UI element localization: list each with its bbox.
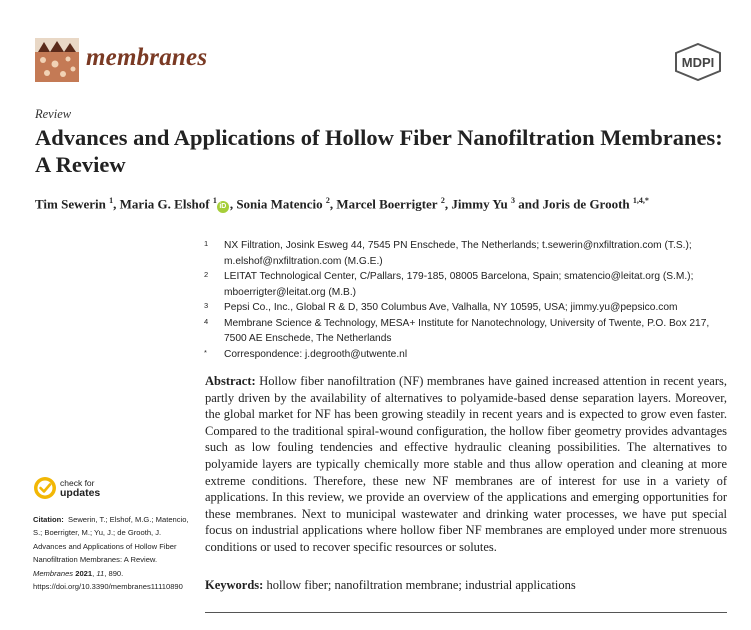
citation-label: Citation: <box>33 515 64 524</box>
abstract-text: Hollow fiber nanofiltration (NF) membranes have gained increased attention in recent years, partly driven by the availability of alternatives to polyamide-based dense separation layers. Moreover, the global market for NF has been growing steadily in recent years and is expected to grow even faster. Compared to the traditional spiral-wound configuration, the hollow fiber geometry provides advantages such as low fouling tendencies and effective hydraulic cleaning possibilities. The alternatives to polyamide layers are typically chemically more stable and thus allow operation and cleaning at more extreme conditions. Therefore, these new NF membranes are of interest for use in a variety of applications. In this review, we provide an overview of the applications and emerging opportunities for these membranes. Next to municipal wastewater and drinking water processes, we have put special focus on industrial applications where hollow fiber NF membranes are employed under more strenuous conditions or used to recover specific resources or solutes. <box>205 374 728 554</box>
affiliations <box>204 238 724 362</box>
check-updates-line2: updates <box>60 487 101 499</box>
section-divider <box>205 612 727 613</box>
citation-volume: 11 <box>96 568 105 578</box>
affiliation-item <box>204 269 724 300</box>
affiliation-text: LEITAT Technological Center, C/Pallars, 179-185, 08005 Barcelona, Spain; smatencio@leitat.org (S.M.); mboerrigter@leitat.org (M.B.) <box>224 271 694 298</box>
citation-journal: Membranes <box>33 568 74 578</box>
keywords <box>205 578 727 593</box>
affiliation-item <box>204 347 724 363</box>
paper-title: Advances and Applications of Hollow Fiber Nanofiltration Membranes: A Review <box>35 125 723 177</box>
author-affiliation-mark: 1 <box>212 196 217 205</box>
author-list: Tim Sewerin $^1$, Maria G. Elshof $^1$iD , Sonia Matencio $^2$, Marcel Boerrigter $^2$, Jimmy Yu $^3$ and Joris de Grooth $^{1,4,*}$ <box>35 196 649 212</box>
citation-text: Sewerin, T.; Elshof, M.G.; Matencio, S.; Boerrigter, M.; Yu, J.; de Grooth, J. Advances and Applications of Hollow Fiber Nanofiltration Membranes: A Review. <box>33 515 189 565</box>
keywords-text: hollow fiber; nanofiltration membrane; industrial applications <box>266 578 576 592</box>
article-type: Review <box>35 107 72 121</box>
check-updates-line1: check for <box>60 478 95 488</box>
affiliation-number: 3 <box>204 301 209 310</box>
affiliation-text: NX Filtration, Josink Esweg 44, 7545 PN Enschede, The Netherlands; t.sewerin@nxfiltration.com (T.S.); m.elshof@nxfiltration.com (M.G.E.) <box>224 240 692 267</box>
check-updates-label <box>60 478 100 498</box>
author-conjunction: and <box>518 196 540 212</box>
orcid-icon[interactable]: iD <box>217 201 229 213</box>
affiliation-item <box>204 238 724 269</box>
membranes-logo <box>35 38 79 82</box>
author-affiliation-mark: 3 <box>511 196 516 205</box>
author: Maria G. Elshof <box>119 196 210 212</box>
author: Tim Sewerin <box>35 196 106 212</box>
citation-year: 2021 <box>75 568 93 578</box>
check-for-updates-button[interactable] <box>33 476 133 504</box>
citation-doi[interactable]: , 890. https://doi.org/10.3390/membranes11110890 <box>33 568 183 592</box>
affiliation-item <box>204 316 724 347</box>
affiliation-number: 4 <box>204 316 209 326</box>
journal-name: membranes <box>86 44 208 71</box>
keywords-label: Keywords: <box>205 578 264 592</box>
affiliation-number: 2 <box>204 270 209 279</box>
author-affiliation-mark: 2 <box>325 196 330 205</box>
affiliation-number: 1 <box>204 239 209 248</box>
affiliation-text: Membrane Science & Technology, MESA+ Institute for Nanotechnology, University of Twente, P.O. Box 217, 7500 AE Enschede, The Netherlands <box>224 317 710 344</box>
mdpi-logo-text: MDPI <box>681 55 715 70</box>
affiliation-text: Correspondence: j.degrooth@utwente.nl <box>224 348 408 360</box>
author-affiliation-mark: 1,4,* <box>632 196 649 205</box>
affiliation-item <box>204 300 724 316</box>
abstract <box>205 373 727 556</box>
author-affiliation-mark: 1 <box>109 196 114 205</box>
citation-block: Citation: Sewerin, T.; Elshof, M.G.; Matencio, S.; Boerrigter, M.; Yu, J.; de Grooth, J. Advances and Applications of Hollow Fiber Nanofiltration Membranes: A Review. Membranes 2021, 11, 890. https://doi.org/10.3390/membranes11110890 <box>33 515 189 592</box>
mdpi-logo <box>673 43 723 81</box>
author-affiliation-mark: 2 <box>440 196 445 205</box>
author: Jimmy Yu <box>451 196 508 212</box>
affiliation-text: Pepsi Co., Inc., Global R & D, 350 Columbus Ave, Valhalla, NY 10595, USA; jimmy.yu@pepsico.com <box>224 302 678 313</box>
abstract-label: Abstract: <box>205 374 256 388</box>
author: Marcel Boerrigter <box>336 196 438 212</box>
check-updates-icon <box>33 476 57 500</box>
author: Joris de Grooth <box>542 196 630 212</box>
affiliation-number: * <box>204 347 207 357</box>
author: Sonia Matencio <box>236 196 323 212</box>
